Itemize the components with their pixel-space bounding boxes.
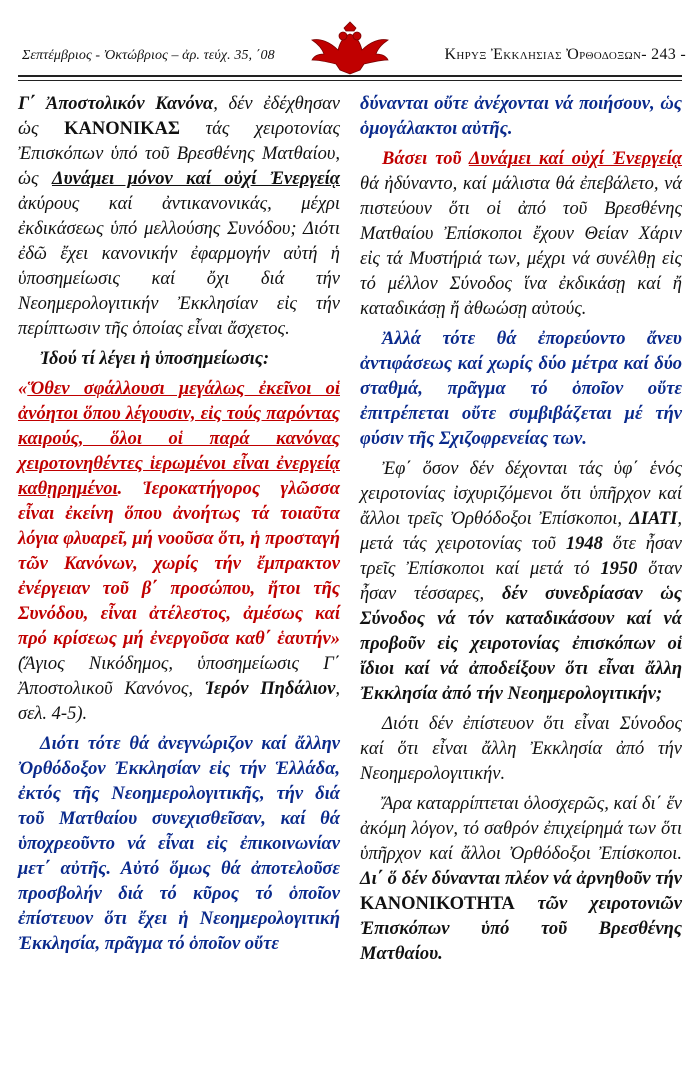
paragraph: Διότι τότε θά ἀνεγνώριζον καί ἄλλην Ὀρθόδοξον Ἐκκλησίαν εἰς τήν Ἑλλάδα, ἐκτός τῆς Νεοημερολογιτικῆς, τήν διά τοῦ Ματθαίου συνεχισθεῖσαν, καί θά ὑποχρεοῦντο νά εἶναι εἰς ἐπικοινωνίαν μετ΄ αὐτῆς. Αὐτό ὅμως θά ἀποτελοῦσε προσβολήν διά τό κῦρος τό ὁποῖον ἐπίστευον ὅτι ἔχει ἡ Νεοημερολογιτική Ἐκκλησία, πρᾶγμα τό ὁποῖον οὔτε (18, 734, 340, 954)
left-column (18, 92, 340, 962)
header-rule-thin (18, 80, 682, 81)
publication-title: Κηρυξ Ἐκκλησιας Ὀρθοδοξων- 243 - (444, 46, 686, 63)
paragraph: Γ΄ Ἀποστολικόν Κανόνα, δέν ἐδέχθησαν ὡς ΚΑΝΟΝΙΚΑΣ τάς χειροτονίας Ἐπισκόπων ὑπό τοῦ Βρεσθένης Ματθαίου, ὡς Δυνάμει μόνον καί οὐχί Ἐνεργείᾳ ἀκύρους καί ἀντικανονικάς, μέχρι ἐκδικάσεως ὑπό μελλούσης Συνόδου; Διότι ἐδῶ ἔχει κανονικήν ἐφαρμογήν αὐτή ἡ ὑποσημείωσις καί ὄχι διά τήν Νεοημερολογιτικήν Ἐκκλησίαν εἰς τήν περίπτωσιν τῆς ὁποίας εἶναι ἄσχετος. (18, 94, 340, 339)
issue-info: Σεπτέμβριος - Ὀκτώβριος – ἀρ. τεύχ. 35, ΄08 (22, 48, 275, 63)
paragraph: Ἀλλά τότε θά ἐπορεύοντο ἄνευ ἀντιφάσεως καί χωρίς δύο μέτρα καί δύο σταθμά, πρᾶγμα τό ὁποῖον οὔτε ἐπιτρέπεται οὔτε συμβιβάζεται μέ τήν φύσιν τῆς Σχιζοφρενείας των. (360, 329, 682, 449)
paragraph: Ἐφ΄ ὅσον δέν δέχονται τάς ὑφ΄ ἑνός χειροτονίας ἰσχυριζόμενοι ὅτι ὑπῆρχον καί ἄλλοι τρεῖς Ὀρθόδοξοι Ἐπίσκοποι, ΔΙΑΤΙ, μετά τάς χειροτονίας τοῦ 1948 ὅτε ἦσαν τρεῖς Ἐπίσκοποι καί μετά τό 1950 ὅταν ἦσαν τέσσαρες, δέν συνεδρίασαν ὡς Σύνοδος νά τόν καταδικάσουν καί νά προβοῦν εἰς χειροτονίας ἐπισκόπων οἱ ἴδιοι καί νά ἀποδείξουν ὅτι εἶναι ἄλλη Ἐκκλησία ἀπό τήν Νεοημερολογιτικήν; (360, 459, 683, 704)
header-rule (18, 75, 682, 77)
page-number: - 243 - (641, 46, 686, 63)
paragraph: Ἰδού τί λέγει ἡ ὑποσημείωσις: (40, 349, 270, 369)
right-column (360, 92, 682, 972)
paragraph: Βάσει τοῦ Δυνάμει καί οὐχί Ἐνεργείᾳ θά ἠδύναντο, καί μάλιστα θά ἐπεβάλετο, νά πιστεύουν ὅτι οἱ ἀπό τοῦ Βρεσθένης Ματθαίου Ἐπίσκοποι ἔχουν Θείαν Χάριν εἰς τά Μυστήριά των, μέχρι νά συνέλθῃ εἰς τό μέλλον Σύνοδος ἵνα ἐκδικάσῃ καί ἤ καταδικάσῃ ἤ ἀθωώσῃ αὐτούς. (360, 149, 682, 319)
paragraph: Ἄρα καταρρίπτεται ὁλοσχερῶς, καί δι΄ ἕν ἀκόμη λόγον, τό σαθρόν ἐπιχείρημά των ὅτι ὑπῆρχον καί ἄλλοι Ὀρθόδοξοι Ἐπίσκοποι. Δι΄ ὅ δέν δύνανται πλέον νά ἀρνηθοῦν τήν ΚΑΝΟΝΙΚΟΤΗΤΑ τῶν χειροτονιῶν Ἐπισκόπων ὑπό τοῦ Βρεσθένης Ματθαίου. (360, 794, 682, 964)
double-headed-eagle-icon (310, 20, 390, 76)
quote-paragraph: «Ὅθεν σφάλλουσι μεγάλως ἐκεῖνοι οἱ ἀνόητοι ὅπου λέγουσιν, εἰς τούς παρόντας καιρούς, ὅλοι οἱ παρά κανόνας χειροτονηθέντες ἱερωμένοι εἶναι ἐνεργείᾳ καθῃρημένοι. Ἱεροκατήγορος γλῶσσα εἶναι ἐκείνη ὅπου ἀνοήτως τά τοιαῦτα λόγια φλυαρεῖ, μή νοοῦσα ὅτι, ἡ προσταγή τῶν Κανόνων, χωρίς τήν ἔμπρακτον ἐνέργειαν τοῦ β΄ προσώπου, ἤτοι τῆς Συνόδου, εἶναι ἀτέλεστος, ἀμέσως καί πρό κρίσεως μή ἐνεργοῦσα καθ΄ ἑαυτήν» (Ἅγιος Νικόδημος, ὑποσημείωσις Γ΄ Ἀποστολικοῦ Κανόνος, Ἱερόν Πηδάλιον, σελ. 4-5). (18, 379, 340, 724)
paragraph: Διότι δέν ἐπίστευον ὅτι εἶναι Σύνοδος καί ὅτι εἶναι ἄλλη Ἐκκλησία ἀπό τήν Νεοημερολογιτικήν. (360, 714, 682, 784)
page-header (0, 0, 700, 92)
paragraph: δύνανται οὔτε ἀνέχονται νά ποιήσουν, ὡς ὁμογάλακτοι αὐτῆς. (360, 94, 682, 139)
